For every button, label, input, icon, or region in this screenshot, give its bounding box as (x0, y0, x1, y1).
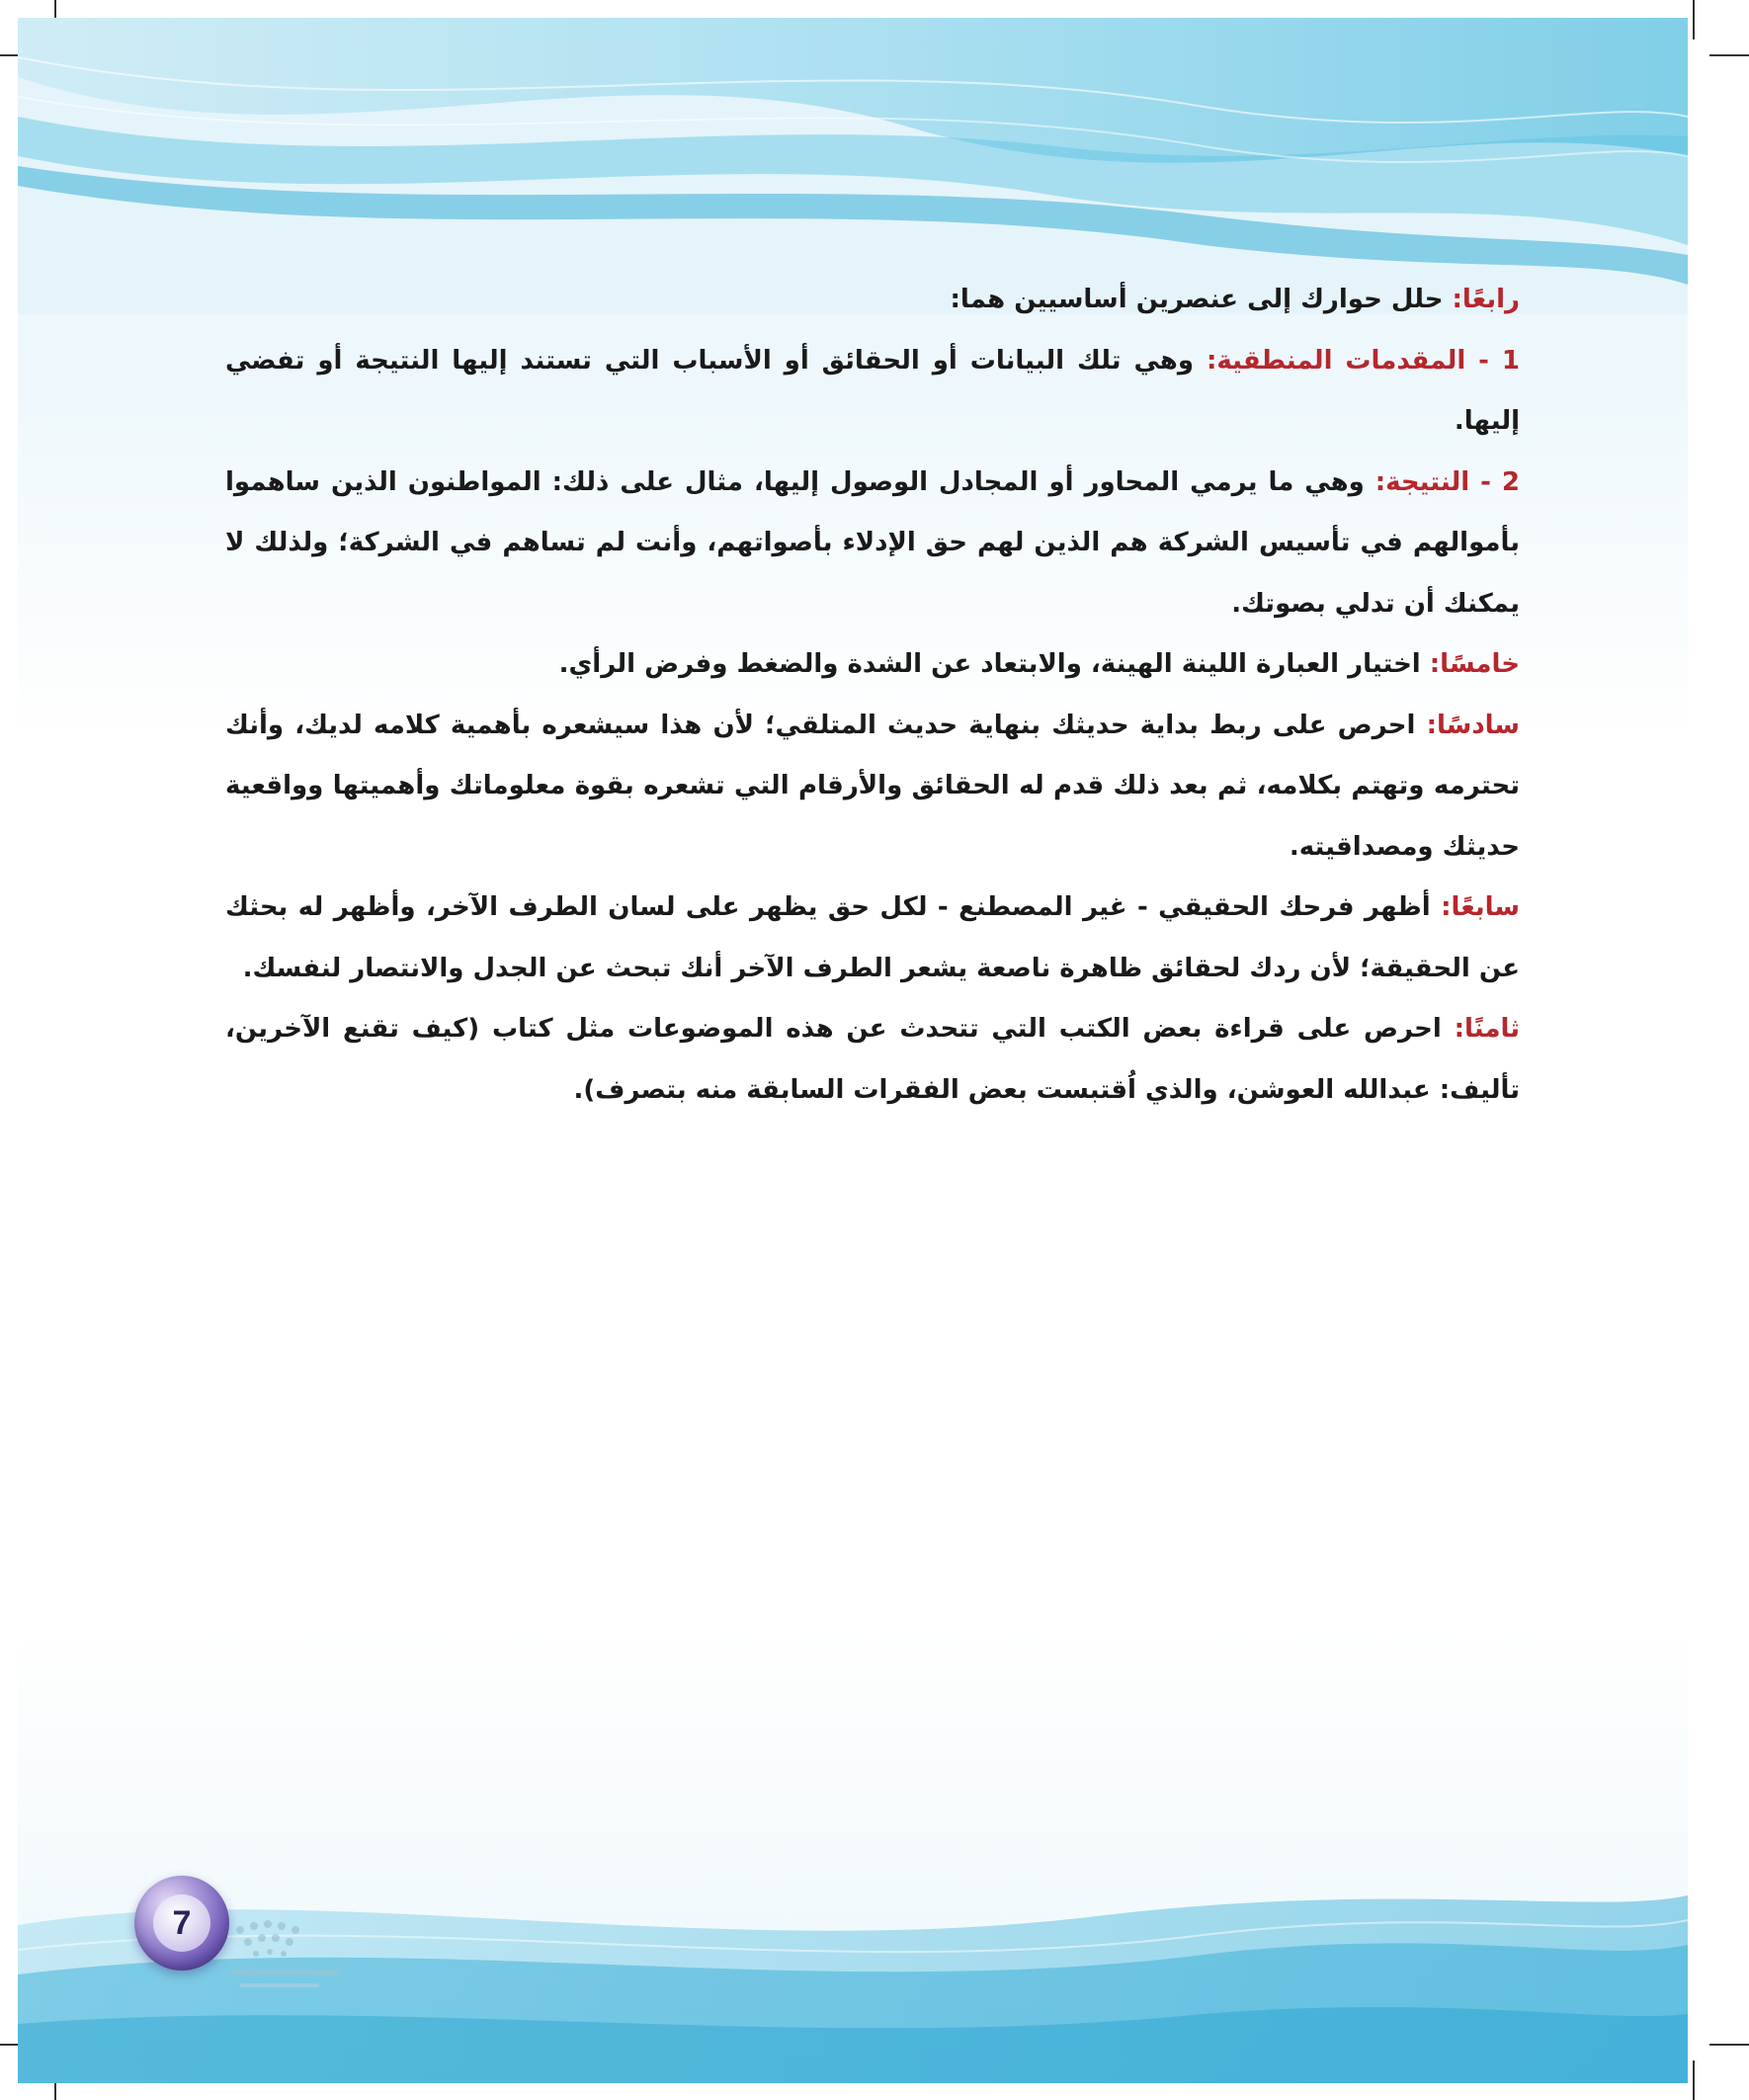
paragraph-label: خامسًا: (1429, 649, 1520, 679)
paragraph-text: أظهر فرحك الحقيقي - غير المصطنع - لكل حق يظهر على لسان الطرف الآخر، وأظهر له بحثك عن الحقيقة؛ لأن ردك لحقائق ظاهرة ناصعة يشعر الطرف الآخر أنك تبحث عن الجدل والانتصار لنفسك. (225, 892, 1520, 983)
paragraph-seventh (225, 878, 1520, 999)
book-page (18, 18, 1688, 2083)
page-number-badge (134, 1876, 229, 1971)
paragraph-text: حلل حوارك إلى عنصرين أساسيين هما: (950, 285, 1453, 314)
crop-mark (1709, 54, 1749, 56)
paragraph-conclusion (225, 453, 1520, 635)
paragraph-fourth (225, 270, 1520, 331)
page-body (225, 270, 1520, 1121)
paragraph-sixth (225, 696, 1520, 879)
paragraph-text: وهي ما يرمي المحاور أو المجادل الوصول إليها، مثال على ذلك: المواطنون الذين ساهموا بأموالهم في تأسيس الشركة هم الذين لهم حق الإدلاء بأصواتهم، وأنت لم تساهم في الشركة؛ ولذلك لا يمكنك أن تدلي بصوتك. (225, 466, 1520, 619)
paragraph-label: 1 - المقدمات المنطقية: (1206, 345, 1520, 376)
paragraph-label: 2 - النتيجة: (1374, 466, 1520, 497)
paragraph-text: اختيار العبارة اللينة الهينة، والابتعاد عن الشدة والضغط وفرض الرأي. (558, 649, 1430, 679)
paragraph-text: وهي تلك البيانات أو الحقائق أو الأسباب التي تستند إليها النتيجة أو تفضي إليها. (225, 345, 1520, 436)
ministry-logo-watermark (220, 1910, 359, 1999)
page-number: 7 (153, 1894, 210, 1952)
paragraph-fifth (225, 634, 1520, 696)
paragraph-premises (225, 331, 1520, 453)
paragraph-label: رابعًا: (1452, 285, 1520, 314)
paragraph-text: احرص على قراءة بعض الكتب التي تتحدث عن هذه الموضوعات مثل كتاب (كيف تقنع الآخرين، تأليف: عبدالله العوشن، والذي اُقتبست بعض الفقرات السابقة منه بتصرف). (225, 1014, 1520, 1105)
paragraph-text: احرص على ربط بداية حديثك بنهاية حديث المتلقي؛ لأن هذا سيشعره بأهمية كلامه لديك، وأنك تحترمه وتهتم بكلامه، ثم بعد ذلك قدم له الحقائق والأرقام التي تشعره بقوة معلوماتك وأهميتها وواقعية حديثك ومصداقيته. (225, 710, 1520, 862)
crop-mark (1693, 2060, 1695, 2100)
paragraph-label: سادسًا: (1426, 710, 1520, 740)
paragraph-eighth (225, 999, 1520, 1121)
paragraph-label: ثامنًا: (1454, 1014, 1520, 1044)
paragraph-label: سابعًا: (1441, 892, 1520, 922)
crop-mark (1709, 2044, 1749, 2046)
crop-mark (1693, 0, 1695, 40)
